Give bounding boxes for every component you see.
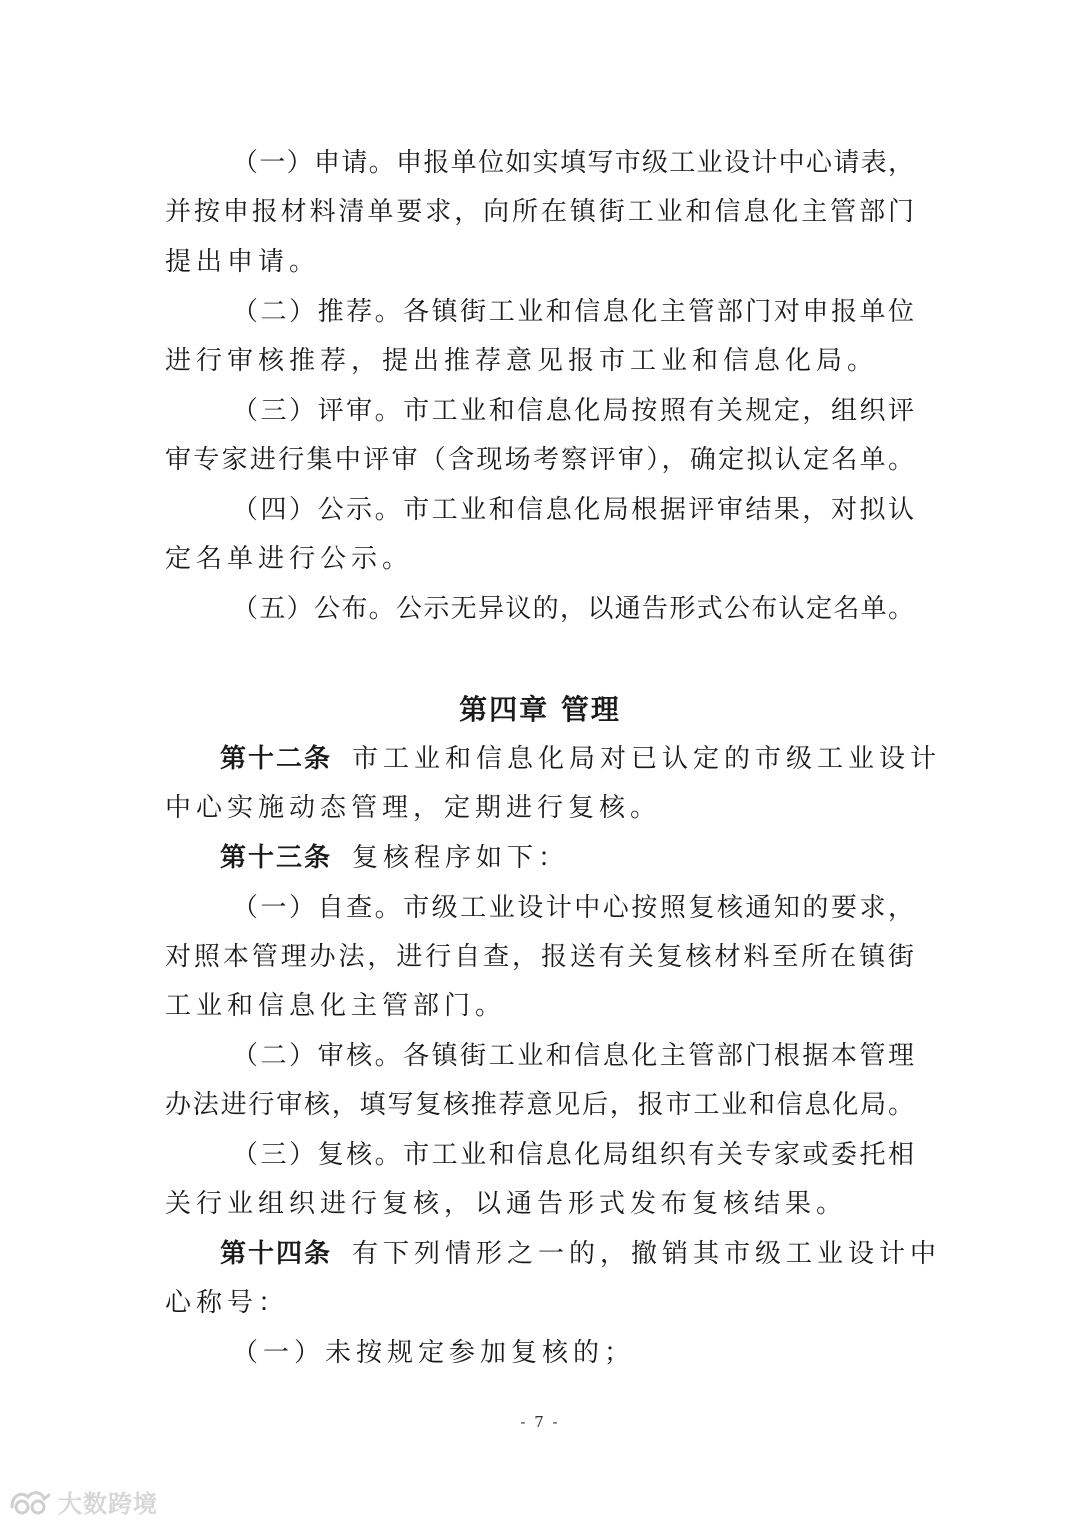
text-line: （四）公示。市工业和信息化局根据评审结果，对拟认	[232, 495, 914, 525]
text-line: （三）复核。市工业和信息化局组织有关专家或委托相	[232, 1140, 914, 1170]
text-line: 对照本管理办法，进行自查，报送有关复核材料至所在镇街	[165, 942, 914, 972]
brand-logo-icon	[8, 1487, 52, 1517]
article-label: 第十四条	[220, 1239, 333, 1269]
text-line: （三）评审。市工业和信息化局按照有关规定，组织评	[232, 396, 914, 426]
text-line: （五）公布。公示无异议的，以通告形式公布认定名单。	[232, 594, 914, 624]
text-line: （一）自查。市级工业设计中心按照复核通知的要求，	[232, 893, 914, 923]
text-line: 心称号：	[165, 1288, 290, 1318]
text-line: 中心实施动态管理，定期进行复核。	[165, 793, 662, 823]
text-line: 审专家进行集中评审（含现场考察评审），确定拟认定名单。	[165, 445, 914, 475]
page-number: - 7 -	[520, 1413, 560, 1431]
article-line	[220, 743, 941, 775]
watermark-text: 大数跨境	[58, 1490, 158, 1518]
article-line	[220, 842, 569, 874]
text-line: 工业和信息化主管部门。	[165, 991, 507, 1021]
article-label: 第十三条	[220, 843, 333, 873]
text-line: （一）未按规定参加复核的；	[232, 1338, 636, 1368]
text-line: 有下列情形之一的，撤销其市级工业设计中	[352, 1239, 942, 1269]
watermark	[8, 1484, 158, 1519]
text-line: 复核程序如下：	[352, 843, 570, 873]
text-line: （一）申请。申报单位如实填写市级工业设计中心请表，	[232, 148, 914, 178]
text-line: 市工业和信息化局对已认定的市级工业设计	[352, 744, 942, 774]
text-line: （二）审核。各镇街工业和信息化主管部门根据本管理	[232, 1041, 914, 1071]
text-line: 进行审核推荐，提出推荐意见报市工业和信息化局。	[165, 346, 879, 376]
article-line	[220, 1238, 941, 1270]
article-label: 第十二条	[220, 744, 333, 774]
text-line: 并按申报材料清单要求，向所在镇街工业和信息化主管部门	[165, 197, 914, 227]
text-line: 办法进行审核，填写复核推荐意见后，报市工业和信息化局。	[165, 1090, 914, 1120]
text-line: 提出申请。	[165, 247, 321, 277]
text-line: 关行业组织进行复核，以通告形式发布复核结果。	[165, 1189, 848, 1219]
text-line: （二）推荐。各镇街工业和信息化主管部门对申报单位	[232, 297, 914, 327]
chapter-heading: 第四章 管理	[459, 693, 621, 726]
text-line: 定名单进行公示。	[165, 544, 414, 574]
